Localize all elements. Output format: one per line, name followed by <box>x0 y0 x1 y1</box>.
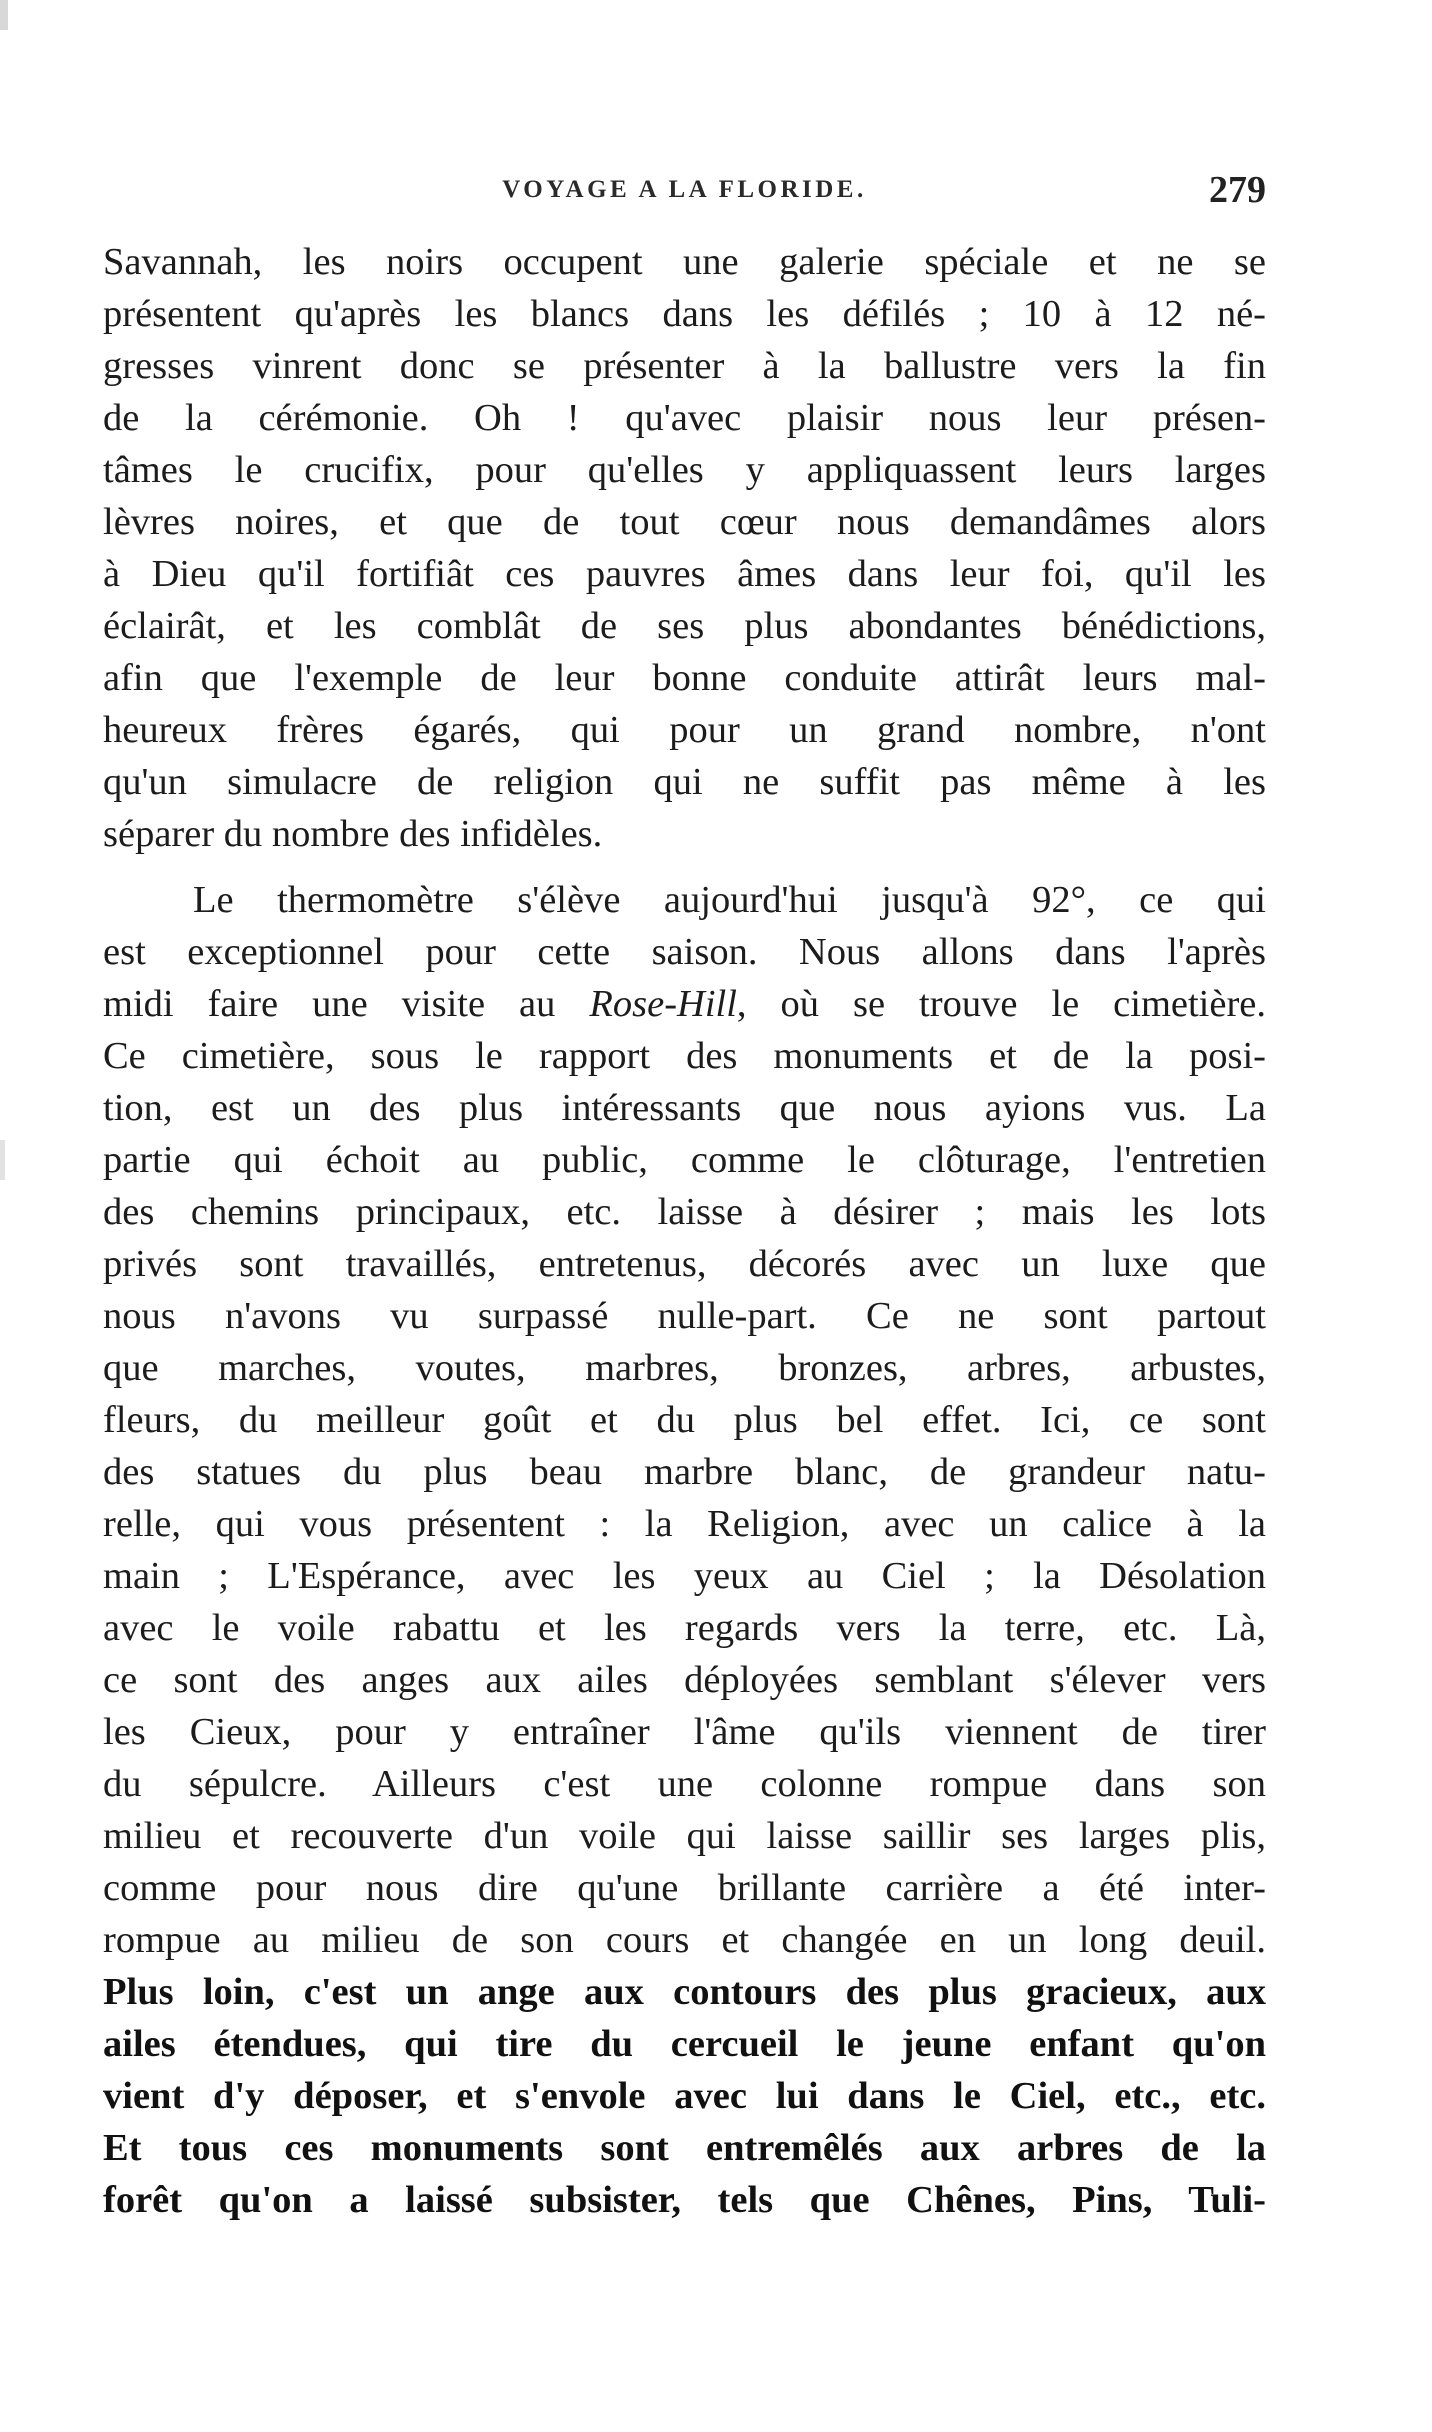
text-line: ailes étendues, qui tire du cercueil le jeune enfant qu'on <box>103 2023 1266 2065</box>
text-line: avec le voile rabattu et les regards vers la terre, etc. Là, <box>103 1607 1266 1649</box>
text-line: rompue au milieu de son cours et changée en un long deuil. <box>103 1919 1266 1961</box>
text-line: tion, est un des plus intéressants que nous ayions vus. La <box>103 1087 1266 1129</box>
text-line: afin que l'exemple de leur bonne conduite attirât leurs mal- <box>103 657 1266 699</box>
italic-place-name: Rose-Hill <box>589 983 737 1025</box>
text-line: vient d'y déposer, et s'envole avec lui dans le Ciel, etc., etc. <box>103 2075 1266 2117</box>
text-line: heureux frères égarés, qui pour un grand nombre, n'ont <box>103 709 1266 751</box>
text-line: comme pour nous dire qu'une brillante carrière a été inter- <box>103 1867 1266 1909</box>
text-line: tâmes le crucifix, pour qu'elles y appliquassent leurs larges <box>103 449 1266 491</box>
paragraph-1 <box>103 236 1266 860</box>
text-line: qu'un simulacre de religion qui ne suffit pas même à les <box>103 761 1266 803</box>
text-line: gresses vinrent donc se présenter à la ballustre vers la fin <box>103 345 1266 387</box>
text-line: Savannah, les noirs occupent une galerie spéciale et ne se <box>103 241 1266 283</box>
text-line: du sépulcre. Ailleurs c'est une colonne rompue dans son <box>103 1763 1266 1805</box>
body-text <box>103 236 1266 2226</box>
text-line: milieu et recouverte d'un voile qui laisse saillir ses larges plis, <box>103 1815 1266 1857</box>
text-line: présentent qu'après les blancs dans les défilés ; 10 à 12 né- <box>103 293 1266 335</box>
text-line: privés sont travaillés, entretenus, décorés avec un luxe que <box>103 1243 1266 1285</box>
text-line: de la cérémonie. Oh ! qu'avec plaisir nous leur présen- <box>103 397 1266 439</box>
paragraph-2 <box>103 874 1266 2226</box>
text-line: des chemins principaux, etc. laisse à désirer ; mais les lots <box>103 1191 1266 1233</box>
text-line: main ; L'Espérance, avec les yeux au Ciel ; la Désolation <box>103 1555 1266 1597</box>
text-fragment: , où se trouve le cimetière. <box>736 983 1266 1025</box>
page-header <box>103 168 1266 212</box>
text-line: lèvres noires, et que de tout cœur nous demandâmes alors <box>103 501 1266 543</box>
page-edge-mark <box>0 0 8 30</box>
page-number: 279 <box>1209 169 1266 211</box>
text-line: des statues du plus beau marbre blanc, de grandeur natu- <box>103 1451 1266 1493</box>
text-line: séparer du nombre des infidèles. <box>103 813 603 855</box>
text-line <box>103 978 1266 1030</box>
text-line: les Cieux, pour y entraîner l'âme qu'ils viennent de tirer <box>103 1711 1266 1753</box>
text-line: que marches, voutes, marbres, bronzes, arbres, arbustes, <box>103 1347 1266 1389</box>
text-line: fleurs, du meilleur goût et du plus bel effet. Ici, ce sont <box>103 1399 1266 1441</box>
text-line: ce sont des anges aux ailes déployées semblant s'élever vers <box>103 1659 1266 1701</box>
text-line: nous n'avons vu surpassé nulle-part. Ce ne sont partout <box>103 1295 1266 1337</box>
running-title: VOYAGE A LA FLORIDE. <box>502 176 867 203</box>
text-line: à Dieu qu'il fortifiât ces pauvres âmes dans leur foi, qu'il les <box>103 553 1266 595</box>
text-line: Ce cimetière, sous le rapport des monuments et de la posi- <box>103 1035 1266 1077</box>
text-line: éclairât, et les comblât de ses plus abondantes bénédictions, <box>103 605 1266 647</box>
paragraph-gap <box>103 860 1266 874</box>
text-line: Et tous ces monuments sont entremêlés aux arbres de la <box>103 2127 1266 2169</box>
text-line: partie qui échoit au public, comme le clôturage, l'entretien <box>103 1139 1266 1181</box>
text-line: Le thermomètre s'élève aujourd'hui jusqu'à 92°, ce qui <box>193 879 1266 921</box>
text-fragment: midi faire une visite au <box>103 983 590 1025</box>
page-edge-mark <box>0 1140 5 1180</box>
text-line: relle, qui vous présentent : la Religion, avec un calice à la <box>103 1503 1266 1545</box>
text-line: forêt qu'on a laissé subsister, tels que Chênes, Pins, Tuli- <box>103 2179 1266 2221</box>
text-line: est exceptionnel pour cette saison. Nous allons dans l'après <box>103 931 1266 973</box>
text-line: Plus loin, c'est un ange aux contours des plus gracieux, aux <box>103 1971 1266 2013</box>
